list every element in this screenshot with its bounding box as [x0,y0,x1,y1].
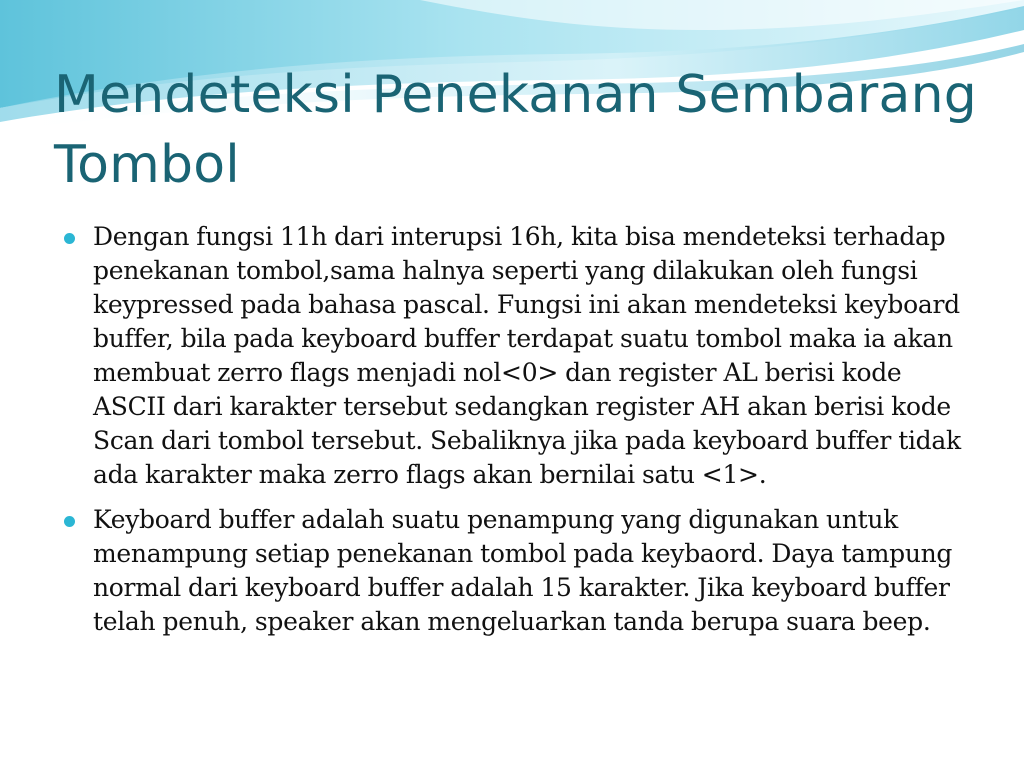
bullet-item [60,503,970,639]
bullet-item [60,220,970,492]
bullet-text: Keyboard buffer adalah suatu penampung yang digunakan untuk menampung setiap penekanan tombol pada keybaord. Daya tampung normal dari keyboard buffer adalah 15 karakter. Jika keyboard buffer telah penuh, speaker akan mengeluarkan tanda berupa suara beep. [93,505,953,636]
slide-title: Mendeteksi Penekanan Sembarang Tombol [54,65,977,195]
bullet-list [60,220,970,650]
bullet-icon [64,233,75,244]
bullet-icon [64,516,75,527]
bullet-text: Dengan fungsi 11h dari interupsi 16h, kita bisa mendeteksi terhadap penekanan tombol,sama halnya seperti yang dilakukan oleh fungsi keypressed pada bahasa pascal. Fungsi ini akan mendeteksi keyboard buffer, bila pada keyboard buffer terdapat suatu tombol maka ia akan membuat zerro flags menjadi nol<0> dan register AL berisi kode ASCII dari karakter tersebut sedangkan register AH akan berisi kode Scan dari tombol tersebut. Sebaliknya jika pada keyboard buffer tidak ada karakter maka zerro flags akan bernilai satu <1>. [93,222,961,489]
